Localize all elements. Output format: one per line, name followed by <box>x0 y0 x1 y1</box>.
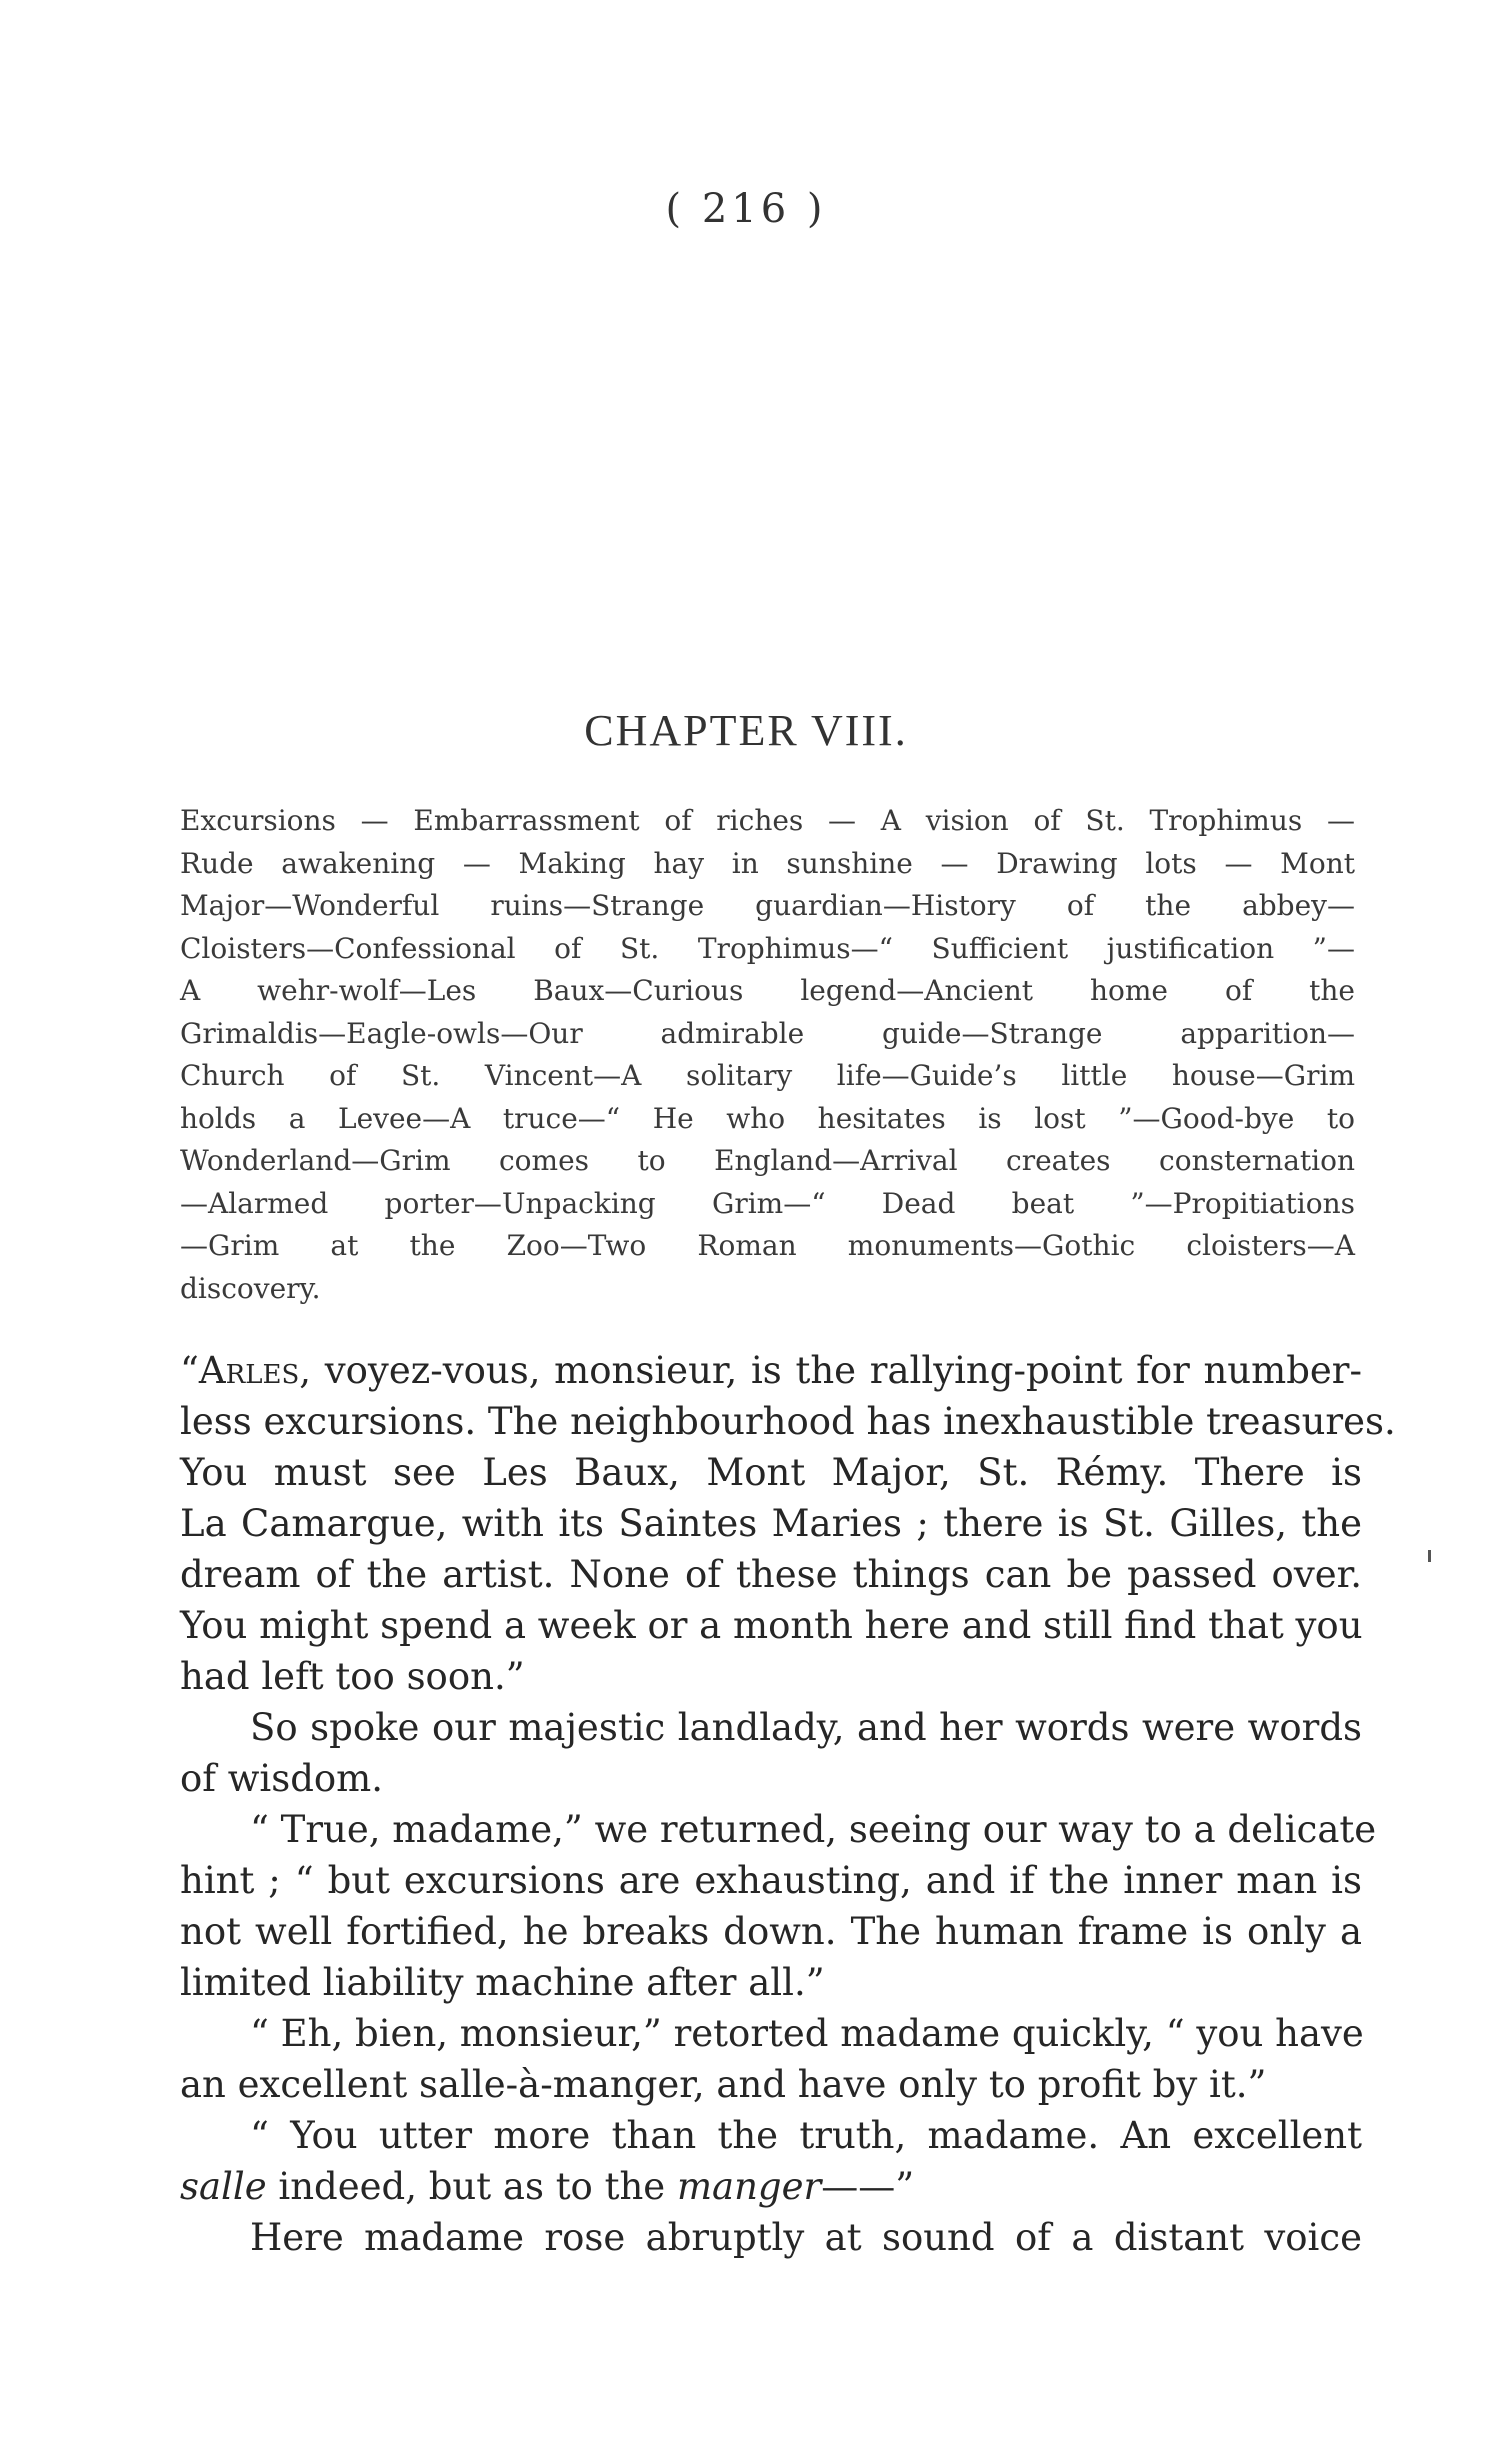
italic-word: salle <box>180 2165 267 2208</box>
italic-word: manger <box>676 2165 822 2208</box>
paragraph-line: You might spend a week or a month here and still find that you <box>180 1604 1363 1647</box>
paragraph-line: not well fortified, he breaks down. The human frame is only a <box>180 1910 1362 1953</box>
paragraph-line: “ You utter more than the truth, madame. An excellent <box>250 2114 1362 2157</box>
synopsis-line: Grimaldis—Eagle-owls—Our admirable guide—Strange apparition— <box>180 1016 1355 1050</box>
paragraph-line: had left too soon.” <box>180 1655 525 1698</box>
print-speck <box>1428 1550 1431 1562</box>
line-text: ——” <box>821 2165 915 2208</box>
synopsis-line: Church of St. Vincent—A solitary life—Guide’s little house—Grim <box>180 1059 1355 1092</box>
paragraph-line: “ Eh, bien, monsieur,” retorted madame quickly, “ you have <box>250 2012 1364 2055</box>
paragraph-line <box>180 2161 1362 2212</box>
paragraph-line: Here madame rose abruptly at sound of a distant voice <box>250 2216 1362 2259</box>
synopsis-line: Wonderland—Grim comes to England—Arrival creates consternation <box>180 1144 1355 1177</box>
smallcaps-word: Arles, <box>198 1349 312 1392</box>
synopsis-line: —Alarmed porter—Unpacking Grim—“ Dead beat ”—Propitiations <box>180 1186 1355 1220</box>
synopsis-line: —Grim at the Zoo—Two Roman monuments—Gothic cloisters—A <box>180 1229 1355 1262</box>
synopsis-line: Rude awakening — Making hay in sunshine — Drawing lots — Mont <box>180 846 1355 880</box>
synopsis-line: Cloisters—Confessional of St. Trophimus—“ Sufficient justification ”— <box>180 931 1355 965</box>
paragraph-line: hint ; “ but excursions are exhausting, and if the inner man is <box>180 1859 1362 1902</box>
chapter-synopsis <box>180 800 1355 1310</box>
paragraph-line: You must see Les Baux, Mont Major, St. Rémy. There is <box>180 1451 1362 1494</box>
synopsis-line: Major—Wonderful ruins—Strange guardian—History of the abbey— <box>180 889 1355 922</box>
chapter-title: CHAPTER VIII. <box>584 706 908 755</box>
paragraph-line: “ True, madame,” we returned, seeing our way to a delicate <box>250 1808 1377 1851</box>
paragraph-line: dream of the artist. None of these things can be passed over. <box>180 1553 1362 1596</box>
paragraph-line: La Camargue, with its Saintes Maries ; there is St. Gilles, the <box>180 1502 1362 1545</box>
paragraph-line: an excellent salle-à-manger, and have only to profit by it.” <box>180 2063 1267 2106</box>
open-quote: “ <box>180 1349 199 1392</box>
body-text <box>180 1345 1396 2263</box>
line-text: indeed, but as to the <box>266 2165 677 2208</box>
paragraph-line: less excursions. The neighbourhood has inexhaustible treasures. <box>180 1400 1396 1443</box>
paragraph-line: So spoke our majestic landlady, and her words were words <box>250 1706 1362 1749</box>
page-number: ( 216 ) <box>665 186 827 232</box>
paragraph-line <box>180 1345 1362 1396</box>
synopsis-line: discovery. <box>180 1271 321 1305</box>
paragraph-line: of wisdom. <box>180 1757 384 1800</box>
synopsis-line: A wehr-wolf—Les Baux—Curious legend—Ancient home of the <box>180 974 1355 1007</box>
synopsis-line: Excursions — Embarrassment of riches — A vision of St. Trophimus — <box>180 804 1355 837</box>
paragraph-line: limited liability machine after all.” <box>180 1961 825 2004</box>
line-text: voyez-vous, monsieur, is the rallying-point for number- <box>311 1349 1362 1392</box>
synopsis-line: holds a Levee—A truce—“ He who hesitates is lost ”—Good-bye to <box>180 1101 1355 1135</box>
